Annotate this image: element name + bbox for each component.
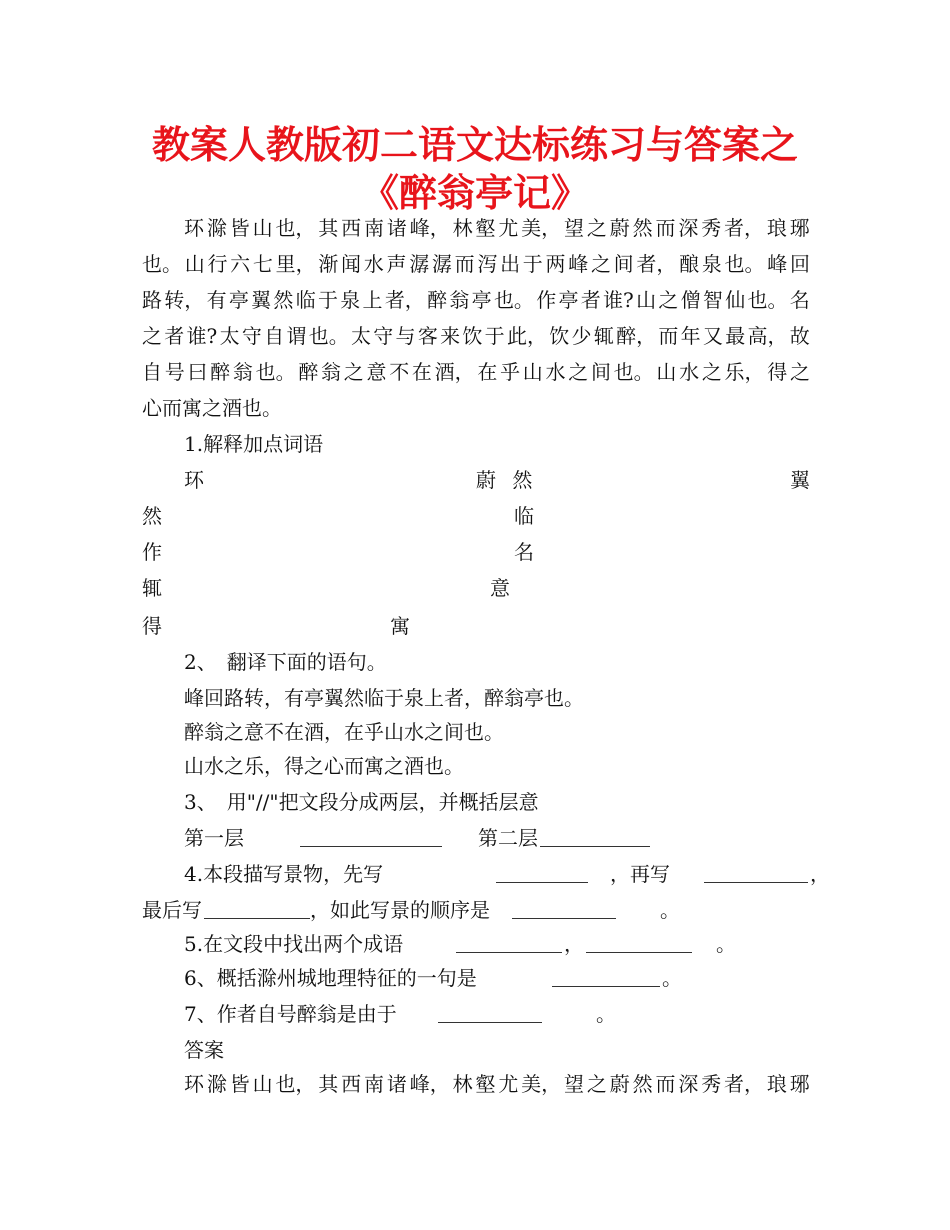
passage-token: 饮 xyxy=(549,324,570,348)
passage-token: 蔚 xyxy=(609,1072,630,1096)
passage-token: 西 xyxy=(341,216,362,240)
q4-blank-third[interactable] xyxy=(204,896,310,919)
passage-token: 闻 xyxy=(341,252,362,276)
passage-token: 号 xyxy=(164,360,185,384)
passage-token: 林 xyxy=(452,216,473,240)
passage-token: 琊 xyxy=(789,1072,810,1096)
passage-line xyxy=(142,322,810,350)
passage-token: 回 xyxy=(789,252,810,276)
passage-token: 仙 xyxy=(725,288,746,312)
passage-token: 峰， xyxy=(409,216,450,240)
passage-token: 与 xyxy=(395,324,416,348)
q4-blank-first[interactable] xyxy=(496,860,588,883)
passage-token: 壑 xyxy=(475,216,496,240)
passage-token: 深 xyxy=(678,216,699,240)
passage-token: 于 xyxy=(484,324,505,348)
q1-term: 得 xyxy=(142,614,162,638)
passage-token: 也。 xyxy=(724,252,765,276)
passage-token: 潺 xyxy=(431,252,452,276)
passage-token: 也。 xyxy=(308,324,349,348)
passage-token: 又 xyxy=(702,324,723,348)
passage-token: 亭 xyxy=(228,288,249,312)
passage-token: 诸 xyxy=(386,216,407,240)
passage-token: 也。 xyxy=(493,288,534,312)
q6-text: 6、概括滁州城地理特征的一句是 xyxy=(184,966,477,990)
passage-token: 皆 xyxy=(229,216,250,240)
q1-term: 翼 xyxy=(790,468,810,492)
passage-token: 也。 xyxy=(747,288,788,312)
passage-token: 者， xyxy=(384,288,425,312)
passage-token: 翼 xyxy=(251,288,272,312)
passage-token: 亭 xyxy=(558,288,579,312)
q3-layer2-label: 第二层 xyxy=(478,826,538,850)
passage-token: 者， xyxy=(636,252,677,276)
passage-token: 南 xyxy=(364,216,385,240)
passage-token: 诸 xyxy=(386,1072,407,1096)
passage-token: 意 xyxy=(366,360,387,384)
passage-token: 然 xyxy=(632,216,653,240)
passage-token: 然 xyxy=(273,288,294,312)
passage-token: 临 xyxy=(295,288,316,312)
passage-token: 行 xyxy=(207,252,228,276)
passage-token: 秀 xyxy=(701,216,722,240)
passage-token: 泻 xyxy=(477,252,498,276)
passage-token: 酿 xyxy=(679,252,700,276)
passage-token: 智 xyxy=(702,288,723,312)
q1-term: 寓 xyxy=(390,614,410,638)
passage-token: 不 xyxy=(389,360,410,384)
passage-token: 峰， xyxy=(409,1072,450,1096)
passage-token: 醉 xyxy=(210,360,231,384)
passage-token: 曰 xyxy=(187,360,208,384)
passage-token: 之 xyxy=(586,1072,607,1096)
passage-token: 路 xyxy=(142,288,162,312)
passage-token: 之 xyxy=(142,324,162,348)
passage-token: 山 xyxy=(656,360,677,384)
passage-token: 峰 xyxy=(568,252,589,276)
q4-blank-second[interactable] xyxy=(704,860,808,883)
passage-token: 酒， xyxy=(434,360,475,384)
q3-layer1-label: 第一层 xyxy=(184,826,244,850)
passage-token: 太 xyxy=(350,324,371,348)
passage-token: 来 xyxy=(440,324,461,348)
passage-token: 此， xyxy=(506,324,547,348)
passage-token: 也。 xyxy=(255,360,296,384)
passage-token: 间 xyxy=(590,360,611,384)
q2-sentence: 山水之乐，得之心而寓之酒也。 xyxy=(184,754,464,778)
passage-token: 水 xyxy=(679,360,700,384)
passage-token: 之 xyxy=(701,360,722,384)
passage-token: 也， xyxy=(275,216,316,240)
document-title-line1: 教案人教版初二语文达标练习与答案之 xyxy=(151,123,798,167)
passage-line xyxy=(184,214,810,242)
passage-token: 潺 xyxy=(409,252,430,276)
passage-token: 之 xyxy=(343,360,364,384)
passage-token: 故 xyxy=(789,324,810,348)
q4-text: ，如此写景的顺序是 xyxy=(310,898,490,922)
passage-token: 之 xyxy=(658,288,679,312)
passage-token: 里， xyxy=(275,252,316,276)
passage-line xyxy=(142,250,810,278)
q6-end: 。 xyxy=(662,966,682,990)
passage-token: 泉 xyxy=(340,288,361,312)
passage-token: 之 xyxy=(789,360,810,384)
passage-token: 而 xyxy=(655,216,676,240)
passage-token: 太 xyxy=(219,324,240,348)
passage-token: 山 xyxy=(184,252,205,276)
passage-token: 谁? xyxy=(603,288,634,312)
passage-token: 翁 xyxy=(232,360,253,384)
document-title-line2: 《醉翁亭记》 xyxy=(360,171,589,215)
q1-term: 作 xyxy=(142,540,162,564)
passage-token: 滁 xyxy=(206,216,227,240)
passage-token: 其 xyxy=(318,1072,339,1096)
passage-token: 壑 xyxy=(475,1072,496,1096)
q4-blank-order[interactable] xyxy=(512,896,616,919)
passage-token: 滁 xyxy=(206,1072,227,1096)
passage-token: 环 xyxy=(184,1072,204,1096)
passage-token: 醉 xyxy=(298,360,319,384)
q5-end: 。 xyxy=(716,932,736,956)
passage-token: 美， xyxy=(521,216,562,240)
passage-token: 亭 xyxy=(471,288,492,312)
q3-heading: 3、 用"//"把文段分成两层，并概括层意 xyxy=(184,790,539,814)
passage-token: 者 xyxy=(164,324,185,348)
q4-text: 最后写 xyxy=(142,898,202,922)
passage-token: 在 xyxy=(411,360,432,384)
passage-token: 得 xyxy=(767,360,788,384)
passage-token: 泉 xyxy=(701,252,722,276)
passage-token: 蔚 xyxy=(609,216,630,240)
passage-token: 僧 xyxy=(680,288,701,312)
passage-token: 转， xyxy=(164,288,205,312)
passage-token: 山 xyxy=(522,360,543,384)
q1-term: 然 xyxy=(142,504,162,528)
passage-token: 饮 xyxy=(462,324,483,348)
passage-token: 皆 xyxy=(229,1072,250,1096)
passage-token: 自 xyxy=(264,324,285,348)
passage-token: 而 xyxy=(658,324,679,348)
q1-heading: 1.解释加点词语 xyxy=(184,432,324,456)
passage-token: 乎 xyxy=(500,360,521,384)
passage-token: 醉， xyxy=(616,324,657,348)
passage-token: 水 xyxy=(363,252,384,276)
passage-token: 望 xyxy=(564,1072,585,1096)
passage-token: 其 xyxy=(318,216,339,240)
q1-term: 意 xyxy=(490,576,510,600)
passage-token: 声 xyxy=(386,252,407,276)
q4-text: ， xyxy=(810,862,830,886)
passage-token: 而 xyxy=(655,1072,676,1096)
passage-token: 谁? xyxy=(186,324,218,348)
passage-token: 最 xyxy=(725,324,746,348)
passage-token: 山 xyxy=(636,288,657,312)
passage-line xyxy=(142,286,810,314)
passage-token: 间 xyxy=(613,252,634,276)
passage-token: 翁 xyxy=(321,360,342,384)
passage-token: 之 xyxy=(590,252,611,276)
passage-token: 于 xyxy=(317,288,338,312)
passage-token: 也， xyxy=(275,1072,316,1096)
passage-token: 名 xyxy=(789,288,810,312)
q1-term: 名 xyxy=(514,540,534,564)
passage-token: 之 xyxy=(568,360,589,384)
q5-text: 5.在文段中找出两个成语 xyxy=(184,932,404,956)
passage-token: 作 xyxy=(536,288,557,312)
passage-token: 有 xyxy=(206,288,227,312)
passage-token: 琊 xyxy=(789,216,810,240)
q3-layer2-blank[interactable] xyxy=(540,824,650,847)
passage-token: 自 xyxy=(142,360,162,384)
passage-token: 出 xyxy=(500,252,521,276)
q1-term: 临 xyxy=(514,504,534,528)
q1-term: 辄 xyxy=(142,576,162,600)
q1-term: 环 xyxy=(184,468,204,492)
passage-token: 美， xyxy=(521,1072,562,1096)
q7-end: 。 xyxy=(596,1002,616,1026)
passage-token: 谓 xyxy=(286,324,307,348)
passage-token: 然 xyxy=(632,1072,653,1096)
q4-text: 4.本段描写景物，先写 xyxy=(184,862,384,886)
q5-blank-idiom2[interactable] xyxy=(586,930,692,953)
passage-token: 峰 xyxy=(767,252,788,276)
q3-layer1-blank[interactable] xyxy=(300,824,442,847)
passage-token: 也。 xyxy=(142,252,182,276)
q2-heading: 2、 翻译下面的语句。 xyxy=(184,650,387,674)
passage-token: 客 xyxy=(417,324,438,348)
q7-text: 7、作者自号醉翁是由于 xyxy=(184,1002,397,1026)
q7-blank[interactable] xyxy=(438,1000,542,1023)
passage-token: 水 xyxy=(545,360,566,384)
passage-token: 尤 xyxy=(498,216,519,240)
passage-token: 年 xyxy=(680,324,701,348)
passage-token: 上 xyxy=(362,288,383,312)
passage-token: 秀 xyxy=(701,1072,722,1096)
q1-term: 蔚 然 xyxy=(476,468,533,492)
answer-first-line xyxy=(184,1070,810,1098)
passage-token: 两 xyxy=(545,252,566,276)
passage-token: 望 xyxy=(564,216,585,240)
passage-token: 于 xyxy=(522,252,543,276)
passage-line xyxy=(142,358,810,386)
passage-token: 者 xyxy=(580,288,601,312)
passage-token: 七 xyxy=(252,252,273,276)
passage-token: 辄 xyxy=(593,324,614,348)
passage-token: 者， xyxy=(724,1072,765,1096)
passage-token: 山 xyxy=(252,216,273,240)
passage-token: 山 xyxy=(252,1072,273,1096)
passage-token: 六 xyxy=(230,252,251,276)
passage-token: 南 xyxy=(364,1072,385,1096)
answer-heading: 答案 xyxy=(184,1038,224,1062)
passage-token: 守 xyxy=(373,324,394,348)
q5-comma: ， xyxy=(564,932,584,956)
q5-blank-idiom1[interactable] xyxy=(456,930,562,953)
passage-token: 也。 xyxy=(613,360,654,384)
q6-blank[interactable] xyxy=(552,964,660,987)
passage-token: 西 xyxy=(341,1072,362,1096)
q4-text: ，再写 xyxy=(610,862,670,886)
passage-token: 琅 xyxy=(766,216,787,240)
passage-token: 者， xyxy=(724,216,765,240)
q2-sentence: 醉翁之意不在酒，在乎山水之间也。 xyxy=(184,720,504,744)
q4-text: 。 xyxy=(660,898,680,922)
passage-token: 醉 xyxy=(427,288,448,312)
passage-token: 在 xyxy=(477,360,498,384)
passage-token: 少 xyxy=(571,324,592,348)
passage-token: 环 xyxy=(184,216,204,240)
passage-last-line: 心而寓之酒也。 xyxy=(142,396,282,420)
passage-token: 翁 xyxy=(449,288,470,312)
passage-token: 深 xyxy=(678,1072,699,1096)
passage-token: 而 xyxy=(454,252,475,276)
passage-token: 尤 xyxy=(498,1072,519,1096)
passage-token: 之 xyxy=(586,216,607,240)
passage-token: 守 xyxy=(241,324,262,348)
passage-token: 林 xyxy=(452,1072,473,1096)
passage-token: 乐， xyxy=(724,360,765,384)
passage-token: 高， xyxy=(747,324,788,348)
passage-token: 渐 xyxy=(318,252,339,276)
q2-sentence: 峰回路转，有亭翼然临于泉上者，醉翁亭也。 xyxy=(184,686,584,710)
passage-token: 琅 xyxy=(766,1072,787,1096)
